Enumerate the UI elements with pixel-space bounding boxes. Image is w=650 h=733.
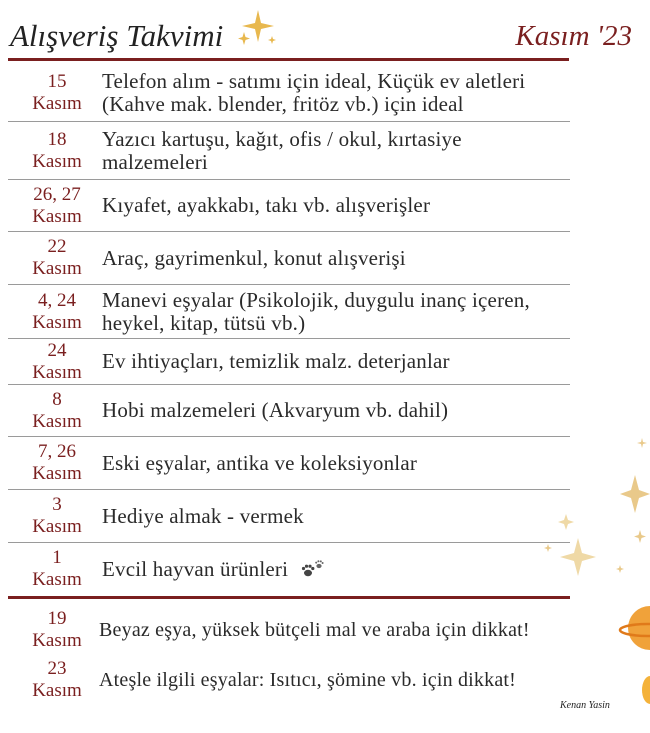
calendar-row bbox=[8, 122, 570, 180]
row-month: Kasım bbox=[32, 92, 82, 114]
page-title: Alışveriş Takvimi bbox=[10, 18, 224, 53]
row-date bbox=[8, 385, 106, 436]
row-description bbox=[102, 543, 570, 595]
row-month: Kasım bbox=[32, 311, 82, 333]
row-month: Kasım bbox=[32, 258, 82, 279]
row-month: Kasım bbox=[32, 150, 82, 172]
row-day: 24 bbox=[47, 339, 67, 361]
row-text: Eski eşyalar, antika ve koleksiyonlar bbox=[102, 450, 418, 475]
row-description bbox=[99, 656, 570, 704]
row-month: Kasım bbox=[32, 410, 82, 432]
row-date bbox=[8, 122, 106, 179]
calendar-row bbox=[8, 543, 570, 595]
signature: Kenan Yasin bbox=[560, 700, 610, 711]
row-day: 23 bbox=[47, 658, 67, 679]
row-description bbox=[102, 385, 570, 436]
row-text: Evcil hayvan ürünleri bbox=[102, 556, 289, 581]
row-text: Hediye almak - vermek bbox=[102, 503, 304, 528]
star-icon bbox=[540, 430, 650, 590]
row-text: Kıyafet, ayakkabı, takı vb. alışverişler bbox=[102, 193, 431, 217]
row-date bbox=[8, 490, 106, 542]
header-divider bbox=[8, 58, 569, 61]
row-text: Araç, gayrimenkul, konut alışverişi bbox=[102, 245, 406, 270]
calendar-row bbox=[8, 64, 570, 122]
paw-icon bbox=[300, 558, 326, 580]
warning-row bbox=[8, 656, 570, 704]
calendar-row bbox=[8, 339, 570, 385]
row-day: 4, 24 bbox=[38, 289, 76, 311]
row-day: 15 bbox=[47, 70, 67, 92]
calendar-row bbox=[8, 180, 570, 232]
row-date bbox=[8, 232, 106, 284]
row-description bbox=[102, 232, 570, 284]
row-description bbox=[102, 285, 570, 338]
row-text: Ateşle ilgili eşyalar: Isıtıcı, şömine vb. için dikkat! bbox=[99, 668, 517, 691]
row-date bbox=[8, 285, 106, 338]
row-date bbox=[8, 543, 106, 595]
row-text: Manevi eşyalar (Psikolojik, duygulu inanç içeren, heykel, kitap, tütsü vb.) bbox=[102, 287, 530, 335]
calendar-row bbox=[8, 285, 570, 339]
calendar-row bbox=[8, 437, 570, 490]
row-text: Hobi malzemeleri (Akvaryum vb. dahil) bbox=[102, 398, 449, 422]
row-month: Kasım bbox=[32, 463, 82, 484]
row-date bbox=[8, 606, 106, 654]
row-description bbox=[102, 64, 570, 121]
section-divider bbox=[8, 596, 570, 599]
row-day: 8 bbox=[52, 388, 62, 410]
warning-row bbox=[8, 606, 570, 654]
row-description bbox=[102, 490, 570, 542]
calendar-row bbox=[8, 490, 570, 543]
row-date bbox=[8, 656, 106, 704]
row-text: Beyaz eşya, yüksek bütçeli mal ve araba için dikkat! bbox=[99, 618, 530, 641]
row-day: 7, 26 bbox=[38, 441, 76, 462]
planet-icon bbox=[618, 596, 650, 666]
row-description bbox=[102, 122, 570, 179]
row-month: Kasım bbox=[32, 205, 82, 227]
row-month: Kasım bbox=[32, 630, 82, 651]
row-description bbox=[102, 437, 570, 489]
row-day: 1 bbox=[52, 547, 62, 568]
row-month: Kasım bbox=[32, 516, 82, 537]
star-icon bbox=[232, 6, 280, 50]
row-description bbox=[102, 339, 570, 384]
row-month: Kasım bbox=[32, 680, 82, 701]
row-day: 18 bbox=[47, 128, 67, 150]
row-description bbox=[102, 180, 570, 231]
row-text: Yazıcı kartuşu, kağıt, ofis / okul, kırtasiye malzemeleri bbox=[102, 126, 462, 174]
row-date bbox=[8, 437, 106, 489]
row-day: 19 bbox=[47, 608, 67, 629]
row-date bbox=[8, 339, 106, 384]
row-day: 26, 27 bbox=[33, 183, 81, 205]
row-day: 22 bbox=[47, 236, 67, 257]
row-description bbox=[99, 606, 570, 654]
row-day: 3 bbox=[52, 494, 62, 515]
calendar-row bbox=[8, 385, 570, 437]
row-date bbox=[8, 180, 106, 231]
calendar-row bbox=[8, 232, 570, 285]
month-label: Kasım '23 bbox=[515, 20, 632, 52]
planet-icon bbox=[636, 670, 650, 710]
row-month: Kasım bbox=[32, 569, 82, 590]
row-date bbox=[8, 64, 106, 121]
row-text: Telefon alım - satımı için ideal, Küçük ev aletleri (Kahve mak. blender, fritöz vb.) için ideal bbox=[102, 68, 526, 116]
row-text: Ev ihtiyaçları, temizlik malz. deterjanlar bbox=[102, 349, 450, 373]
row-month: Kasım bbox=[32, 361, 82, 383]
